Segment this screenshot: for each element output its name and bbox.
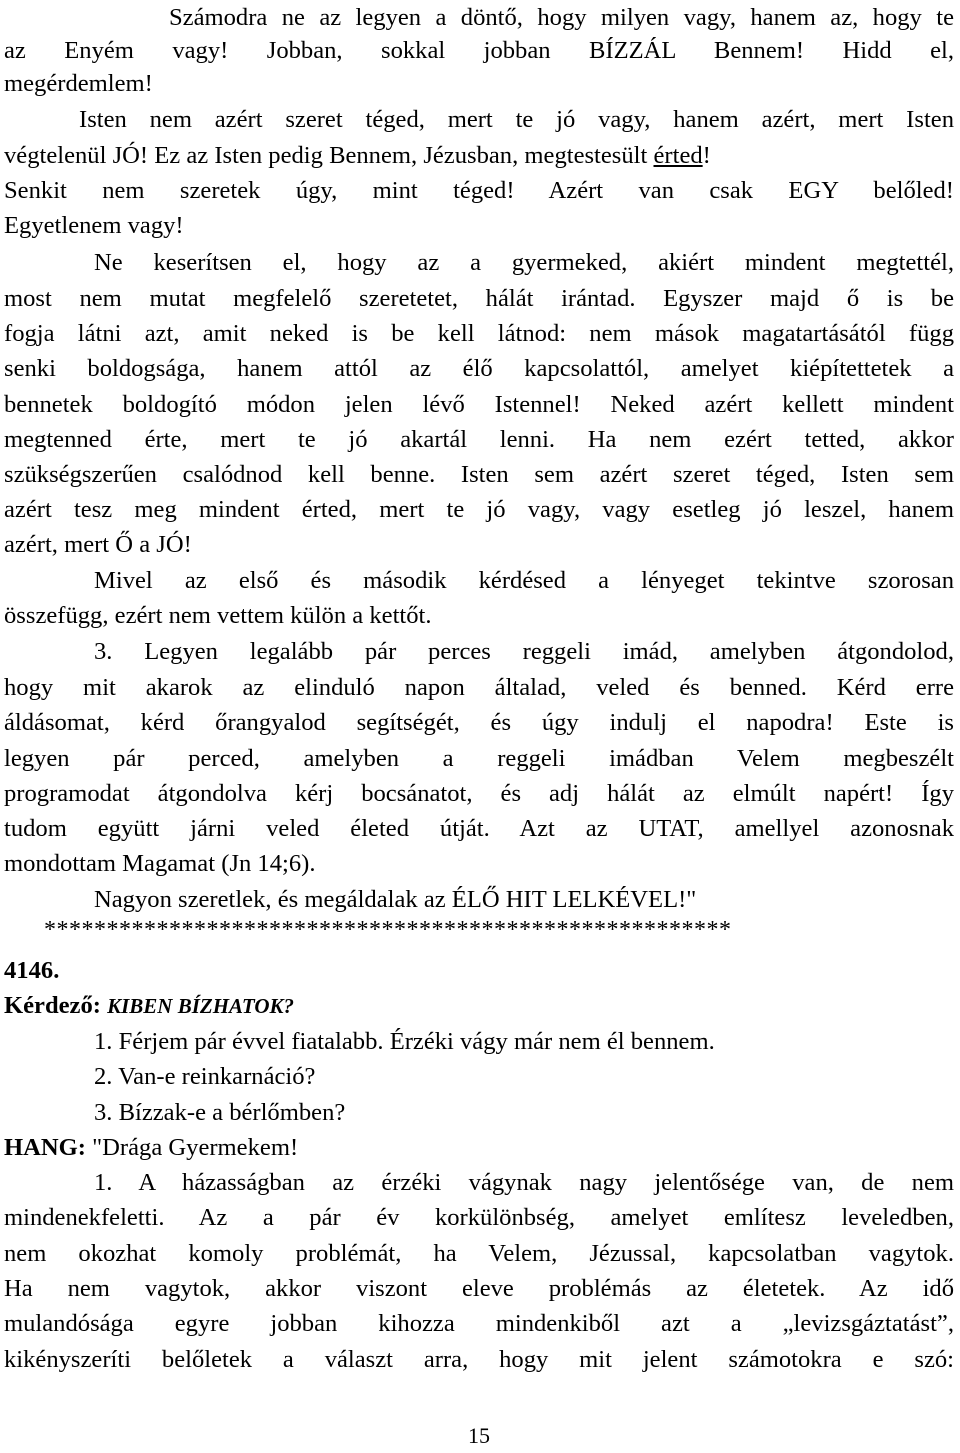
question-item — [4, 1059, 954, 1094]
line-text: Ne keserítsen el, hogy az a gyermeked, akiért mindent megtettél, — [94, 249, 954, 276]
line-text: "Drága Gyermekem! — [92, 1134, 299, 1161]
answer-label: HANG: — [4, 1134, 93, 1161]
line-text: ******************************************************* — [44, 917, 732, 943]
line-text: mondottam Magamat (Jn 14;6). — [4, 850, 316, 877]
line-text: kikényszeríti belőletek a választ arra, hogy mit jelent számotokra e szó: — [4, 1346, 954, 1373]
text-line — [4, 1165, 954, 1200]
line-text: Nagyon szeretlek, és megáldalak az ÉLŐ HIT LELKÉVEL!" — [94, 886, 697, 913]
text-line — [4, 208, 954, 243]
answer-header — [4, 1130, 954, 1165]
line-text: bennetek boldogító módon jelen lévő Istennel! Neked azért kellett mindent — [4, 391, 954, 418]
line-text: 1. A házasságban az érzéki vágynak nagy jelentősége van, de nem — [94, 1169, 954, 1196]
line-text: 3. Legyen legalább pár perces reggeli imád, amelyben átgondolod, — [94, 638, 954, 665]
line-text: azért tesz meg mindent érted, mert te jó vagy, vagy esetleg jó leszel, hanem — [4, 496, 954, 523]
text-line — [4, 173, 954, 208]
text-line — [4, 66, 954, 101]
question-item — [4, 1024, 954, 1059]
line-text: szükségszerűen csalódnod kell benne. Isten sem azért szeret téged, Isten sem — [4, 461, 954, 488]
questioner-label: Kérdező: — [4, 992, 108, 1019]
line-text: megtenned érte, mert te jó akartál lenni. Ha nem ezért tetted, akkor — [4, 426, 954, 453]
text-line — [4, 1271, 954, 1306]
text-line — [4, 1306, 954, 1341]
line-text: Számodra ne az legyen a döntő, hogy milyen vagy, hanem az, hogy te — [169, 4, 954, 31]
text-line — [4, 387, 954, 422]
line-text: 1. Férjem pár évvel fiatalabb. Érzéki vágy már nem él bennem. — [94, 1028, 715, 1055]
line-text: ! — [702, 142, 711, 169]
text-line — [4, 527, 954, 562]
text-line — [4, 316, 954, 351]
line-text: az Enyém vagy! Jobban, sokkal jobban BÍZZÁL Bennem! Hidd el, — [4, 37, 954, 64]
line-text: Ha nem vagytok, akkor viszont eleve problémás az életetek. Az idő — [4, 1275, 954, 1302]
line-text: mulandósága egyre jobban kihozza mindenkiből azt a „levizsgáztatást”, — [4, 1310, 954, 1337]
underlined-word: érted — [653, 142, 703, 169]
text-line — [4, 492, 954, 527]
question-item — [4, 1095, 954, 1130]
line-text: 2. Van-e reinkarnáció? — [94, 1063, 316, 1090]
text-line — [4, 457, 954, 492]
document-page — [4, 0, 954, 1447]
line-text: senki boldogsága, hanem attól az élő kapcsolattól, amelyet kiépítettetek a — [4, 355, 954, 382]
text-line — [4, 33, 954, 68]
line-text: Isten nem azért szeret téged, mert te jó vagy, hanem azért, mert Isten — [79, 106, 954, 133]
line-text: 4146. — [4, 957, 60, 984]
message-number — [4, 953, 954, 988]
line-text: áldásomat, kérd őrangyalod segítségét, és úgy indulj el napodra! Este is — [4, 709, 954, 736]
questioner-line — [4, 988, 954, 1023]
line-text: Senkit nem szeretek úgy, mint téged! Azért van csak EGY belőled! — [4, 177, 954, 204]
line-text: mindenekfeletti. Az a pár év korkülönbség, amelyet említesz leveledben, — [4, 1204, 954, 1231]
line-text: 3. Bízzak-e a bérlőmben? — [94, 1099, 346, 1126]
line-text: tudom együtt járni veled életed útját. Azt az UTAT, amellyel azonosnak — [4, 815, 954, 842]
text-line — [4, 598, 954, 633]
page-number: 15 — [468, 1423, 490, 1448]
text-line — [4, 102, 954, 137]
text-line — [4, 846, 954, 881]
text-line — [4, 138, 954, 173]
line-text: programodat átgondolva kérj bocsánatot, és adj hálát az elmúlt napért! Így — [4, 780, 954, 807]
line-text: összefügg, ezért nem vettem külön a kettőt. — [4, 602, 432, 629]
line-text: nem okozhat komoly problémát, ha Velem, Jézussal, kapcsolatban vagytok. — [4, 1240, 954, 1267]
line-text: legyen pár perced, amelyben a reggeli imádban Velem megbeszélt — [4, 745, 954, 772]
text-line — [4, 1236, 954, 1271]
text-line — [4, 705, 954, 740]
line-text: végtelenül JÓ! Ez az Isten pedig Bennem, Jézusban, megtestesült — [4, 142, 654, 169]
text-line — [4, 0, 954, 35]
text-line — [4, 351, 954, 386]
text-line — [4, 882, 954, 917]
text-line — [4, 1342, 954, 1377]
text-line — [4, 422, 954, 457]
text-line — [4, 281, 954, 316]
text-line — [4, 563, 954, 598]
line-text: azért, mert Ő a JÓ! — [4, 531, 192, 558]
line-text: hogy mit akarok az elinduló napon általad, veled és benned. Kérd erre — [4, 674, 954, 701]
text-line — [4, 1200, 954, 1235]
text-line — [4, 245, 954, 280]
text-line — [4, 811, 954, 846]
line-text: fogja látni azt, amit neked is be kell látnod: nem mások magatartásától függ — [4, 320, 954, 347]
line-text: most nem mutat megfelelő szeretetet, hálát irántad. Egyszer majd ő is be — [4, 285, 954, 312]
text-line — [4, 741, 954, 776]
separator-stars — [4, 913, 954, 948]
text-line — [4, 776, 954, 811]
text-line — [4, 670, 954, 705]
line-text: Mivel az első és második kérdésed a lényeget tekintve szorosan — [94, 567, 954, 594]
text-line — [4, 634, 954, 669]
line-text: megérdemlem! — [4, 70, 153, 97]
line-text: Egyetlenem vagy! — [4, 212, 184, 239]
question-title: KIBEN BÍZHATOK? — [107, 994, 295, 1018]
